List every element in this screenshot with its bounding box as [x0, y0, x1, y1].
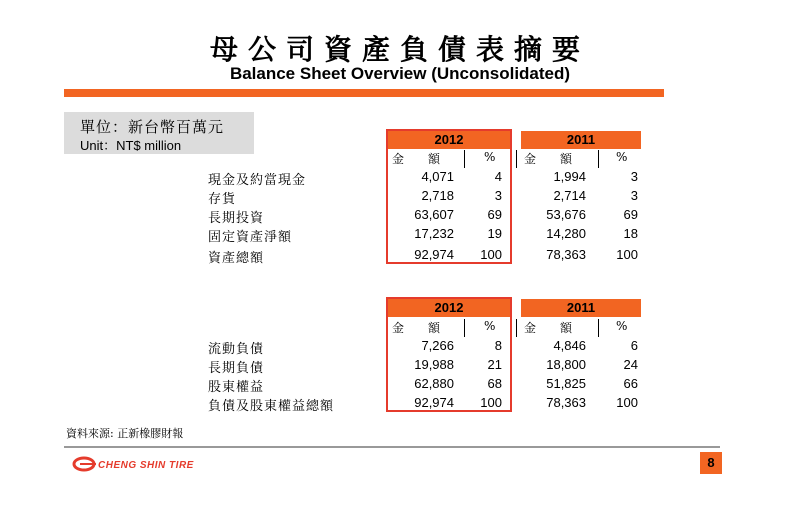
- liabilities-column-divider: [464, 319, 465, 337]
- footer-divider: [64, 446, 720, 448]
- row-label: 存貨: [208, 192, 237, 207]
- assets-percent-header-2011: %: [616, 150, 628, 164]
- page-title-english: Balance Sheet Overview (Unconsolidated): [229, 64, 571, 83]
- assets-column-divider: [516, 150, 517, 168]
- percent-2011: 66: [623, 376, 638, 391]
- amount-2011: 51,825: [546, 376, 586, 391]
- assets-year-2012-header: 2012: [388, 131, 510, 149]
- percent-2012: 69: [487, 207, 502, 222]
- liabilities-amount-header-2012: 金 額: [392, 321, 441, 335]
- amount-2011: 14,280: [546, 226, 586, 241]
- logo-wordmark: CHENG SHIN TIRE: [98, 460, 194, 471]
- row-label: 股東權益: [208, 380, 265, 395]
- data-source-note: 資料來源: 正新橡膠財報: [66, 427, 184, 440]
- row-label: 資產總額: [208, 251, 265, 266]
- percent-2012: 4: [494, 169, 502, 184]
- page-title-chinese: 母公司資產負債表摘要: [209, 33, 590, 66]
- percent-2011: 3: [630, 188, 638, 203]
- row-label: 固定資產淨額: [208, 230, 293, 245]
- percent-2011: 6: [630, 338, 638, 353]
- row-label: 流動負債: [208, 342, 265, 357]
- assets-amount-header-2012: 金 額: [392, 152, 441, 166]
- liabilities-column-divider: [598, 319, 599, 337]
- assets-column-divider: [464, 150, 465, 168]
- percent-2011: 24: [623, 357, 638, 372]
- percent-2012: 8: [494, 338, 502, 353]
- amount-2011: 78,363: [546, 395, 586, 410]
- liabilities-percent-header-2012: %: [484, 319, 496, 333]
- amount-2012: 2,718: [421, 188, 454, 203]
- amount-2011: 1,994: [553, 169, 586, 184]
- amount-2011: 4,846: [553, 338, 586, 353]
- assets-amount-header-2011: 金 額: [524, 152, 573, 166]
- assets-year-2011-header: 2011: [521, 131, 641, 149]
- percent-2011: 18: [623, 226, 638, 241]
- amount-2012: 92,974: [414, 395, 454, 410]
- percent-2012: 100: [480, 395, 502, 410]
- amount-2011: 2,714: [553, 188, 586, 203]
- percent-2011: 100: [616, 247, 638, 262]
- company-logo: [72, 455, 202, 473]
- amount-2012: 17,232: [414, 226, 454, 241]
- percent-2012: 19: [487, 226, 502, 241]
- row-label: 長期負債: [208, 361, 265, 376]
- row-label: 負債及股東權益總額: [208, 399, 335, 414]
- percent-2011: 100: [616, 395, 638, 410]
- page-number: 8: [700, 452, 722, 474]
- liabilities-year-2011-header: 2011: [521, 299, 641, 317]
- percent-2012: 3: [494, 188, 502, 203]
- percent-2012: 68: [487, 376, 502, 391]
- title-divider-bar: [64, 89, 664, 97]
- row-label: 長期投資: [208, 211, 265, 226]
- row-label: 現金及約當現金: [208, 173, 307, 188]
- liabilities-percent-header-2011: %: [616, 319, 628, 333]
- amount-2011: 18,800: [546, 357, 586, 372]
- unit-label-chinese: 單位：新台幣百萬元: [80, 118, 225, 136]
- liabilities-amount-header-2011: 金 額: [524, 321, 573, 335]
- amount-2012: 7,266: [421, 338, 454, 353]
- unit-label-english: Unit：NT$ million: [80, 138, 182, 153]
- liabilities-year-2012-header: 2012: [388, 299, 510, 317]
- assets-column-divider: [598, 150, 599, 168]
- assets-percent-header-2012: %: [484, 150, 496, 164]
- amount-2012: 19,988: [414, 357, 454, 372]
- amount-2011: 53,676: [546, 207, 586, 222]
- percent-2012: 21: [487, 357, 502, 372]
- amount-2012: 63,607: [414, 207, 454, 222]
- amount-2012: 62,880: [414, 376, 454, 391]
- liabilities-column-divider: [516, 319, 517, 337]
- amount-2012: 92,974: [414, 247, 454, 262]
- amount-2011: 78,363: [546, 247, 586, 262]
- percent-2011: 3: [630, 169, 638, 184]
- amount-2012: 4,071: [421, 169, 454, 184]
- percent-2012: 100: [480, 247, 502, 262]
- percent-2011: 69: [623, 207, 638, 222]
